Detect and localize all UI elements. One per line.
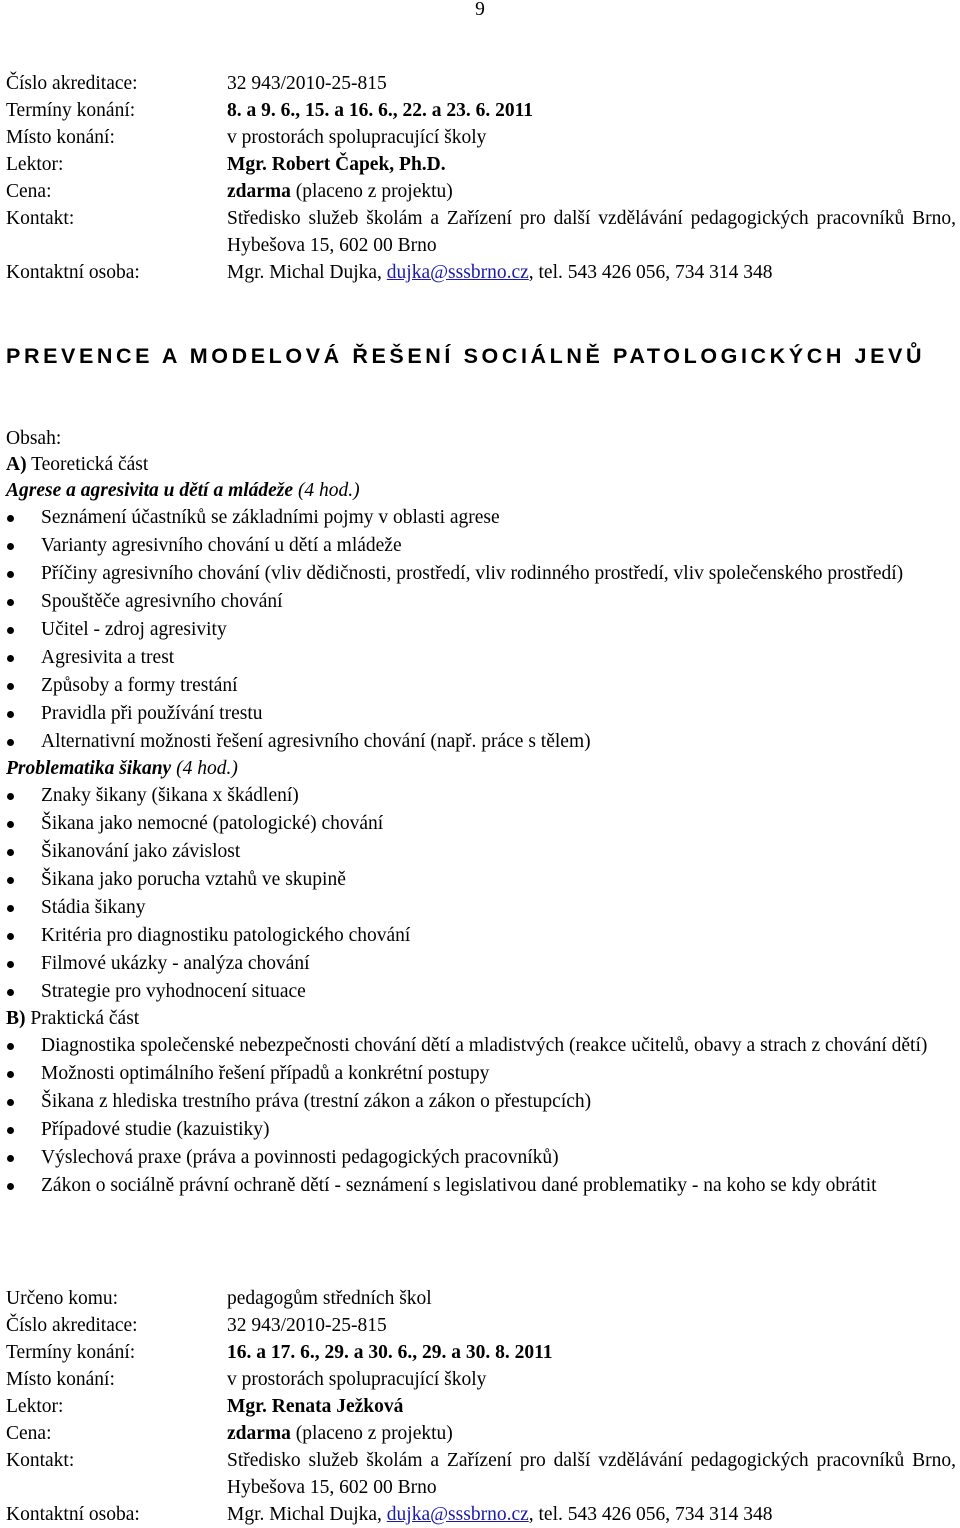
part-a-heading: A) Teoretická část [6, 454, 149, 475]
dates-row [6, 97, 956, 124]
list-item: Příčiny agresivního chování (vliv dědičnosti, prostředí, vliv rodinného prostředí, vliv společenského prostředí) [6, 561, 956, 587]
price-label: Cena: [6, 1423, 52, 1444]
part-b-heading: B) Praktická část [6, 1008, 140, 1029]
contact-person-label: Kontaktní osoba: [6, 1504, 140, 1525]
list-item: Možnosti optimálního řešení případů a konkrétní postupy [6, 1061, 956, 1087]
place-label: Místo konání: [6, 1369, 115, 1390]
list-item: Seznámení účastníků se základními pojmy v oblasti agrese [6, 505, 956, 531]
list-item: Agresivita a trest [6, 645, 956, 671]
contact-row [6, 1447, 956, 1501]
list-item: Diagnostika společenské nebezpečnosti chování dětí a mladistvých (reakce učitelů, obavy a strach z chování dětí) [6, 1033, 956, 1059]
accreditation-row [6, 1312, 956, 1339]
list-item: Spouštěče agresivního chování [6, 589, 956, 615]
list-item: Filmové ukázky - analýza chování [6, 951, 956, 977]
section-sikana-heading: Problematika šikany (4 hod.) [6, 758, 238, 779]
accreditation-row [6, 70, 956, 97]
course-info-block-2 [6, 1285, 956, 1528]
list-item: Stádia šikany [6, 895, 956, 921]
dates-row [6, 1339, 956, 1366]
price-row [6, 1420, 956, 1447]
contact-email-link[interactable]: dujka@sssbrno.cz [386, 1504, 529, 1525]
course-info-block [6, 70, 956, 286]
practical-topic-list [6, 1033, 956, 1199]
lecturer-label: Lektor: [6, 154, 64, 175]
list-item: Znaky šikany (šikana x škádlení) [6, 783, 956, 809]
dates-value: 8. a 9. 6., 15. a 16. 6., 22. a 23. 6. 2011 [227, 100, 534, 121]
audience-value: pedagogům středních škol [227, 1288, 432, 1309]
place-value: v prostorách spolupracující školy [227, 1369, 487, 1390]
place-row [6, 124, 956, 151]
price-row [6, 178, 956, 205]
page-number: 9 [475, 0, 485, 20]
place-row [6, 1366, 956, 1393]
contact-row [6, 205, 956, 259]
list-item: Alternativní možnosti řešení agresivního chování (např. práce s tělem) [6, 729, 956, 755]
accreditation-label: Číslo akreditace: [6, 1315, 138, 1336]
course-content [6, 425, 956, 1199]
list-item: Šikana jako porucha vztahů ve skupině [6, 867, 956, 893]
audience-label: Určeno komu: [6, 1288, 119, 1309]
dates-label: Termíny konání: [6, 1342, 136, 1363]
contact-person-value: Mgr. Michal Dujka, dujka@sssbrno.cz, tel. 543 426 056, 734 314 348 [227, 1504, 773, 1525]
list-item: Šikana z hlediska trestního práva (trestní zákon a zákon o přestupcích) [6, 1089, 956, 1115]
accreditation-value: 32 943/2010-25-815 [227, 73, 387, 94]
sikana-topic-list [6, 783, 956, 1005]
list-item: Způsoby a formy trestání [6, 673, 956, 699]
list-item: Výslechová praxe (práva a povinnosti pedagogických pracovníků) [6, 1145, 956, 1171]
price-label: Cena: [6, 181, 52, 202]
list-item: Kritéria pro diagnostiku patologického chování [6, 923, 956, 949]
agrese-topic-list [6, 505, 956, 755]
lecturer-value: Mgr. Robert Čapek, Ph.D. [227, 154, 446, 175]
contact-person-row [6, 1501, 956, 1528]
list-item: Pravidla při používání trestu [6, 701, 956, 727]
accreditation-value: 32 943/2010-25-815 [227, 1315, 387, 1336]
list-item: Varianty agresivního chování u dětí a mládeže [6, 533, 956, 559]
contact-value: Středisko služeb školám a Zařízení pro další vzdělávání pedagogických pracovníků Brno, Hybešova 15, 602 00 Brno [227, 208, 956, 256]
dates-label: Termíny konání: [6, 100, 136, 121]
contact-person-label: Kontaktní osoba: [6, 262, 140, 283]
obsah-label: Obsah: [6, 428, 62, 449]
section-agrese-heading: Agrese a agresivita u dětí a mládeže (4 hod.) [6, 480, 360, 501]
lecturer-row [6, 151, 956, 178]
list-item: Zákon o sociálně právní ochraně dětí - seznámení s legislativou dané problematiky - na koho se kdy obrátit [6, 1173, 956, 1199]
contact-label: Kontakt: [6, 1450, 75, 1471]
contact-person-value: Mgr. Michal Dujka, dujka@sssbrno.cz, tel. 543 426 056, 734 314 348 [227, 262, 773, 283]
lecturer-value: Mgr. Renata Ježková [227, 1396, 404, 1417]
accreditation-label: Číslo akreditace: [6, 73, 138, 94]
list-item: Šikanování jako závislost [6, 839, 956, 865]
lecturer-row [6, 1393, 956, 1420]
contact-email-link[interactable]: dujka@sssbrno.cz [386, 262, 529, 283]
list-item: Učitel - zdroj agresivity [6, 617, 956, 643]
dates-value: 16. a 17. 6., 29. a 30. 6., 29. a 30. 8. 2011 [227, 1342, 553, 1363]
contact-label: Kontakt: [6, 208, 75, 229]
lecturer-label: Lektor: [6, 1396, 64, 1417]
place-value: v prostorách spolupracující školy [227, 127, 487, 148]
contact-value: Středisko služeb školám a Zařízení pro další vzdělávání pedagogických pracovníků Brno, Hybešova 15, 602 00 Brno [227, 1450, 956, 1498]
list-item: Případové studie (kazuistiky) [6, 1117, 956, 1143]
course-title: PREVENCE A MODELOVÁ ŘEŠENÍ SOCIÁLNĚ PATOLOGICKÝCH JEVŮ [6, 344, 926, 368]
place-label: Místo konání: [6, 127, 115, 148]
list-item: Strategie pro vyhodnocení situace [6, 979, 956, 1005]
audience-row [6, 1285, 956, 1312]
price-value: zdarma (placeno z projektu) [227, 1423, 453, 1444]
list-item: Šikana jako nemocné (patologické) chování [6, 811, 956, 837]
contact-person-row [6, 259, 956, 286]
price-value: zdarma (placeno z projektu) [227, 181, 453, 202]
